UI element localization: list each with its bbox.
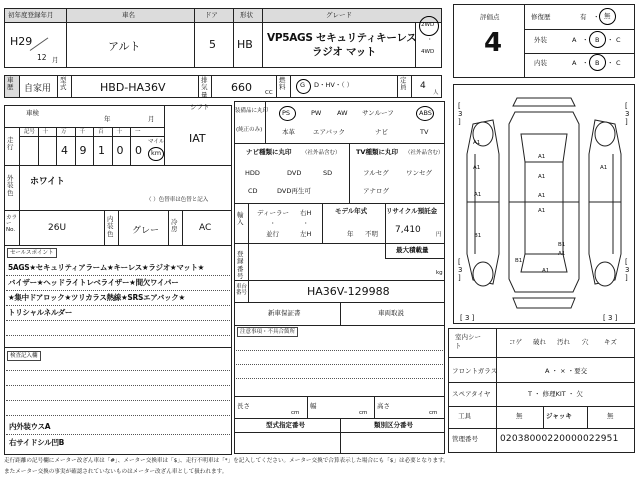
import-right: 右H <box>300 209 312 217</box>
score-value: 4 <box>484 28 503 58</box>
seat-condition-item: 穴 <box>582 338 589 346</box>
width-label: 幅 <box>310 402 317 410</box>
tools-label: 工具 <box>458 412 471 420</box>
equip-sub: (純正のみ) <box>236 127 263 133</box>
tools-value: 無 <box>516 412 523 420</box>
interior-dot2: ・ <box>607 59 614 67</box>
model-row <box>4 75 442 98</box>
repair-no: 無 <box>604 12 611 20</box>
recycle-label: リサイクル預託金 <box>386 207 438 215</box>
svg-text:[ 3 ]: [ 3 ] <box>460 314 475 322</box>
model-year-unit: 年 <box>347 230 354 238</box>
seat-condition-item: 破れ <box>533 338 546 346</box>
equip-item: ABS <box>419 109 432 117</box>
width-cm: cm <box>359 410 368 416</box>
spare-value: T ・ 修理KIT ・ 欠 <box>528 390 583 398</box>
svg-text:3: 3 <box>458 110 463 118</box>
exterior-dot1: ・ <box>582 36 589 44</box>
spare-label: スペアタイヤ <box>452 390 491 398</box>
interior-b: B <box>595 59 600 67</box>
model-year-label: モデル年式 <box>335 207 368 215</box>
equip-item: ナビ <box>375 128 388 136</box>
person-unit: 人 <box>433 90 439 96</box>
mileage-digit: 0 <box>135 144 142 157</box>
reg-number-label: 登録番号 <box>237 250 244 281</box>
car-diagram <box>453 84 635 324</box>
tv-label: TV種類に丸印 <box>356 148 398 156</box>
digit-place-label: 百 <box>98 129 104 135</box>
ac-value: AC <box>199 223 212 233</box>
jack-label: ジャッキ <box>546 412 572 420</box>
digit-divider <box>38 127 39 165</box>
model-year-unknown: 不明 <box>365 230 378 238</box>
repair-dot: ・ <box>593 13 600 21</box>
inspector-line-2: 右サイドシル凹B <box>9 438 65 447</box>
nav-dvd: DVD <box>287 169 302 177</box>
shape-value: HB <box>237 38 253 51</box>
recycle-value: 7,410 <box>395 225 421 235</box>
digit-divider <box>56 127 57 165</box>
model-label: 型式 <box>60 76 67 92</box>
mile-label: マイル <box>148 139 165 145</box>
nav-sub: （社外品含む） <box>302 150 341 156</box>
repair-label: 修復歴 <box>531 13 551 21</box>
tv-one: ワンセグ <box>406 169 432 177</box>
svg-text:[: [ <box>625 258 628 266</box>
digit-divider <box>130 127 131 165</box>
shape-label: 形状 <box>240 11 253 19</box>
jack-value: 無 <box>607 412 614 420</box>
max-load-label: 最大積載量 <box>396 246 429 254</box>
use-label: 車歴 <box>7 76 14 92</box>
disp-label: 排気量 <box>201 76 208 99</box>
dmg-label-8: B1 <box>474 233 482 239</box>
color-note: （ ）色替車は色替と記入 <box>146 197 209 203</box>
use-value: 自家用 <box>24 84 52 94</box>
interior-c: C <box>616 59 621 67</box>
capacity-label: 定員 <box>400 76 407 92</box>
import-parallel: 並行 <box>266 230 279 238</box>
nav-hdd: HDD <box>245 169 260 177</box>
svg-text:]: ] <box>625 274 628 282</box>
doors-label: ドア <box>205 11 218 19</box>
tv-analog: アナログ <box>363 187 389 195</box>
nav-sd: SD <box>323 169 333 177</box>
mgmt-label: 管理番号 <box>452 435 478 443</box>
length-label: 長さ <box>237 402 250 410</box>
drive-4wd: 4WD <box>421 49 435 55</box>
reg-era-year: H29 <box>10 35 33 48</box>
ac-label: 冷房 <box>171 218 178 234</box>
seat-label: 室内シート <box>455 333 481 351</box>
exterior-dot2: ・ <box>607 36 614 44</box>
digit-divider <box>93 127 94 165</box>
dmg-label-4: A1 <box>538 174 546 180</box>
exterior-c: C <box>616 36 621 44</box>
color-label: 外装色 <box>7 174 14 197</box>
interior-color-label: 内装色 <box>107 215 114 238</box>
seat-condition-item: キズ <box>604 338 617 346</box>
mileage-digit: 4 <box>61 144 68 157</box>
grade-line2: ラジオ マット <box>312 46 377 58</box>
new-warranty-label: 新車保証書 <box>268 309 301 317</box>
note-label: 注意事項・不具合箇所 <box>237 327 298 337</box>
capacity-value: 4 <box>420 81 426 91</box>
exterior-a: A <box>572 36 577 44</box>
color-no-label: カラーNo. <box>6 215 18 234</box>
glass-value: A ・ × ・要交 <box>545 367 588 375</box>
color-no-value: 26U <box>48 223 67 233</box>
height-cm: cm <box>429 410 438 416</box>
svg-text:]: ] <box>458 118 461 126</box>
import-dot: ・ <box>270 221 276 227</box>
equip-item: 本革 <box>282 128 295 136</box>
equip-item: TV <box>420 128 429 136</box>
digit-place-label: 十 <box>116 129 123 135</box>
reg-year-label: 初年度登録年月 <box>8 11 54 19</box>
digit-place-label: 万 <box>61 129 67 135</box>
dmg-label-6: A1 <box>538 208 546 214</box>
history-year-unit: 年 <box>104 115 111 123</box>
equip-label: 装備品に丸印 <box>235 108 269 114</box>
footer-line-2: またメーター交換の事実が確認されていないものはメーター改ざん車として扱われます。 <box>4 469 228 475</box>
length-cm: cm <box>291 410 300 416</box>
max-load-unit: kg <box>436 270 443 276</box>
recycle-yen: 円 <box>436 232 442 238</box>
exterior-b: B <box>595 36 600 44</box>
interior-label: 内装 <box>534 59 547 67</box>
digit-place-label: 記号 <box>24 129 36 135</box>
chassis-value: HA36V-129988 <box>307 285 390 298</box>
svg-text:[: [ <box>625 102 628 110</box>
model-value: HBD-HA36V <box>100 81 166 94</box>
disp-value: 660 <box>231 81 252 94</box>
shift-label: シフト <box>190 103 210 111</box>
fuel-g: G <box>300 81 306 89</box>
svg-text:3: 3 <box>458 266 463 274</box>
mgmt-value: 02038000220000022951 <box>500 434 619 444</box>
digit-divider <box>112 127 113 165</box>
digit-place-label: 一 <box>135 129 141 135</box>
exterior-label: 外装 <box>534 36 547 44</box>
dmg-label-13: A1 <box>600 165 608 171</box>
import-left: 左H <box>300 230 312 238</box>
ps-circle <box>279 106 296 121</box>
car-name-label: 車名 <box>122 11 135 19</box>
score-label: 評価点 <box>480 13 500 21</box>
nav-cd: CD <box>248 187 258 195</box>
month-unit: 月 <box>52 56 59 64</box>
type-cert-label: 型式指定番号 <box>266 421 305 429</box>
dmg-label-1: A1 <box>473 140 481 146</box>
tv-sub: （社外品含む） <box>405 150 444 156</box>
tv-full: フルセグ <box>363 169 389 177</box>
svg-text:3: 3 <box>625 266 630 274</box>
abs-circle <box>416 106 434 121</box>
nav-label: ナビ種類に丸印 <box>246 148 292 156</box>
car-name: アルト <box>108 40 141 53</box>
shift-value: IAT <box>189 132 206 145</box>
dmg-label-12: A1 <box>542 268 550 274</box>
interior-color-value: グレー <box>132 226 160 236</box>
dmg-label-11: B1 <box>558 242 566 248</box>
cc-unit: CC <box>265 90 273 96</box>
dmg-label-3: A1 <box>538 154 546 160</box>
digit-divider <box>75 127 76 165</box>
digit-place-label: 十 <box>42 129 49 135</box>
sales-line-3: ★集中ドアロック★ツリカラス熱線★SRSエアバック★ <box>8 293 185 302</box>
svg-text:[: [ <box>458 258 461 266</box>
equip-item: PS <box>282 109 291 117</box>
import-label: 輸入 <box>237 211 244 227</box>
glass-label: フロントガラス <box>452 367 498 375</box>
inspector-line-1: 内外装ウスA <box>9 422 51 431</box>
sales-line-2: バイザー★ヘッドライトレベライザー★間欠ワイパー <box>8 278 179 287</box>
import-dot2: ・ <box>303 221 309 227</box>
sales-line-4: トリシャルネルダー <box>8 308 73 317</box>
equip-item: エアバック <box>313 128 345 136</box>
dmg-label-2: A1 <box>473 165 481 171</box>
drive-dot: ・ <box>427 37 433 43</box>
km-label: km <box>151 149 162 157</box>
equip-item: AW <box>337 109 348 117</box>
reg-month: 12 <box>37 53 47 62</box>
history-label: 車検 <box>26 109 39 117</box>
repair-yes: 有 <box>580 13 587 21</box>
run-label: 走行 <box>7 136 14 152</box>
sales-line-1: 5AGS★セキュリティアラーム★キーレス★ラジオ★マット★ <box>8 263 205 272</box>
doors-value: 5 <box>209 38 216 51</box>
sales-points-label: セールスポイント <box>7 248 57 258</box>
grade-label: グレード <box>326 11 352 19</box>
drive-2wd: 2WD <box>421 22 435 28</box>
inspector-label: 検査記入欄 <box>7 351 41 361</box>
dmg-label-10: A1 <box>558 251 566 257</box>
dmg-label-7: A1 <box>474 192 482 198</box>
import-dealer: ディーラー <box>257 209 289 217</box>
svg-text:[ 3 ]: [ 3 ] <box>603 314 618 322</box>
svg-text:[: [ <box>458 102 461 110</box>
interior-a: A <box>572 59 577 67</box>
history-month-unit: 月 <box>148 115 155 123</box>
chassis-label: 車台番号 <box>236 284 248 297</box>
seat-condition-item: コゲ <box>509 338 522 346</box>
svg-text:]: ] <box>625 118 628 126</box>
mileage-digit: 0 <box>116 144 124 157</box>
manual-label: 車両取説 <box>378 309 404 317</box>
dmg-label-9: B1 <box>515 258 523 264</box>
equip-item: サンルーフ <box>362 109 394 117</box>
mileage-digit: 1 <box>98 144 105 157</box>
svg-text:3: 3 <box>625 110 630 118</box>
fuel-rest: D・HV・（ ） <box>314 81 354 89</box>
mileage-digit: 9 <box>79 144 87 157</box>
nav-dvd-play: DVD再生可 <box>277 187 311 195</box>
footer-line-1: 走行距離の記号欄にメーター改ざん車は「#」、メーター交換車は「$」、走行不明車は「*」を記入してください。メーター交換で合算表示した場合にも「$」は必要となります。 <box>4 458 449 464</box>
seat-condition-item: 汚れ <box>557 338 570 346</box>
dmg-label-5: A1 <box>538 193 546 199</box>
height-label: 高さ <box>377 402 390 410</box>
grade-line1: VP5AGS セキュリティキーレス <box>267 32 417 44</box>
equip-item: PW <box>311 109 322 117</box>
svg-text:]: ] <box>458 274 461 282</box>
digit-place-label: 千 <box>79 129 86 135</box>
color-value: ホワイト <box>30 177 65 187</box>
interior-dot1: ・ <box>582 59 589 67</box>
fuel-label: 燃料 <box>279 76 286 92</box>
class-label: 類別区分番号 <box>374 421 413 429</box>
